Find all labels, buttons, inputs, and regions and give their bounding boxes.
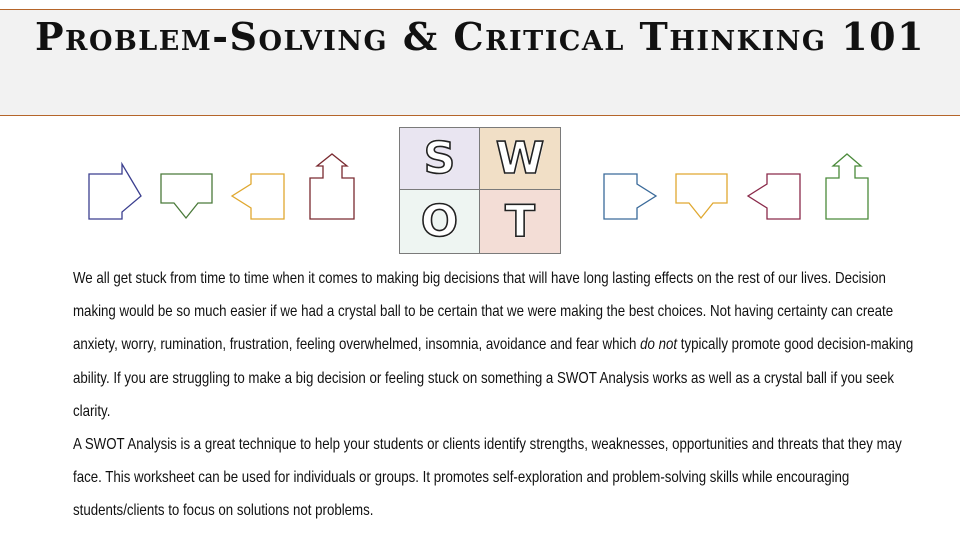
paragraph-intro-part-a: We all get stuck from time to time when it comes to making big decisions that will have long lasting effects on the rest of our lives. Decision making would be so much easier if we had a crystal ball to be certain that we were making the best choices. Not having certainty can create anxiety, worry, rumination, frustration, feeling overwhelmed, insomnia, avoidance and fear which (73, 270, 894, 354)
paragraph-intro (73, 262, 928, 428)
swot-cell-threats (480, 190, 560, 253)
paragraph-intro-emphasis: do not (640, 336, 678, 354)
arrow-left-icon (229, 150, 287, 225)
swot-cell-weaknesses (480, 128, 560, 190)
arrow-down-icon (673, 150, 731, 225)
page-title: Problem-Solving & Critical Thinking 101 (34, 14, 926, 59)
swot-cell-strengths (400, 128, 480, 190)
swot-grid (399, 127, 561, 254)
paragraph-swot: A SWOT Analysis is a great technique to help your students or clients identify strengths, weaknesses, opportunities and threats that they may face. This worksheet can be used for individuals or groups. It promotes self-exploration and problem-solving skills while encouraging students/clients to focus on solutions not problems. (73, 436, 902, 520)
arrow-up-icon (822, 150, 880, 225)
arrow-right-icon (601, 150, 659, 225)
swot-letter-w: W (495, 132, 545, 184)
paragraph-intro-part-b: typically promote good decision-making ability. If you are struggling to make a big decision or feeling stuck on something a SWOT Analysis works as well as a crystal ball if you seek clarity. (73, 336, 914, 420)
arrow-right-icon (86, 150, 144, 225)
swot-letter-o: O (420, 195, 459, 247)
swot-letter-t: T (504, 195, 535, 247)
body-text (73, 262, 923, 528)
arrow-left-icon (745, 150, 803, 225)
arrow-down-icon (158, 150, 216, 225)
swot-cell-opportunities (400, 190, 480, 253)
swot-letter-s: S (423, 132, 456, 184)
arrow-up-icon (305, 150, 363, 225)
